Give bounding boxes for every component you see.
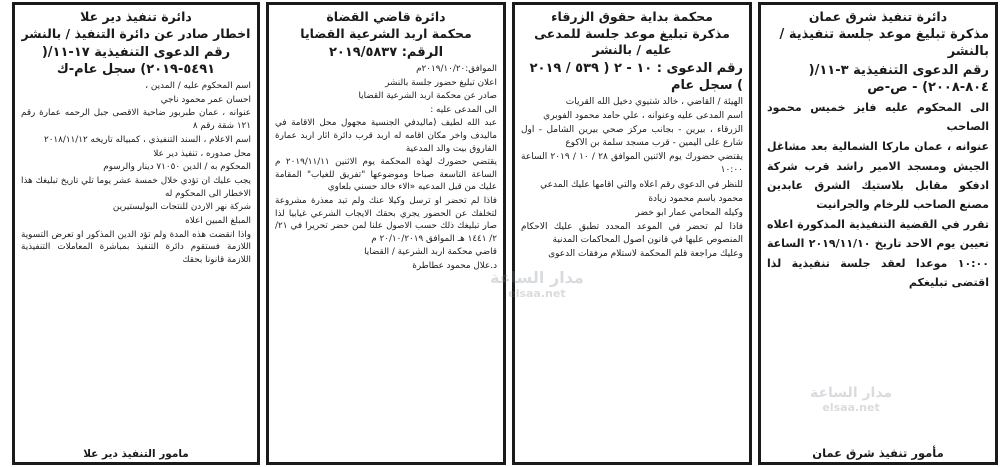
notice-paragraph: المحكوم به / الدين ٧١٠٥٠ دينار والرسوم [103, 162, 251, 173]
notice-paragraph: شركة نهر الاردن للنتجات البوليستيرين [112, 202, 251, 213]
notice-paragraph: الهيئة / القاضي ، خالد شتيوي دخيل الله القريات [565, 97, 743, 107]
notice-paragraph: د.علال محمود عطاطرة [412, 260, 497, 271]
watermark-text: مدار الساعة [810, 385, 893, 401]
notice-paragraph: احسان عمر محمود ناجي [160, 94, 251, 105]
case-number: رقم الدعوى التنفيذية ١٧-١١/( ٥٤٩١-٢٠١٩) سجل عام-ك [41, 45, 231, 77]
notice-deir-alla-execution [12, 2, 260, 465]
notice-paragraph: يقتضي حضورك لهذه المحكمة يوم الاثنين ٢٠١٩/١١/١١ م الساعة التاسعة صباحا وموضوعها "تفريق للغياب" المقامة عليك من قبل المدعيه «الاء خالد حسني بلعاوي [275, 157, 497, 193]
notice-zarqa-court [512, 2, 752, 465]
case-number: رقم الدعوى التنفيذية ٣-١١/( ٨٠٤-٢٠٠٨) - ص-ص [808, 63, 989, 95]
notice-irbid-sharia-court [266, 2, 506, 465]
notice-body [21, 80, 251, 268]
notice-paragraph: يقتضي حضورك يوم الاثنين الموافق ٢٨ / ١٠ / ٢٠١٩ الساعة ١٠:٠٠ [521, 152, 743, 176]
notice-paragraph: اعلان تبليغ حضور جلسة بالنشر [385, 77, 497, 88]
notice-paragraph: الى المدعى عليه : [430, 104, 497, 115]
watermark-text: مدار الساعة [490, 268, 584, 287]
notice-title: مذكرة تبليغ موعد جلسة للمدعى عليه / بالنشر [534, 26, 730, 57]
notice-paragraph: فاذا لم تحضر او ترسل وكيلا عنك ولم تبد معذرة مشروعة لتخلفك عن الحضور يجري بحقك الايجاب الشرعي غيابيا لذا صار تبليغك ذلك حسب الاصول علنا لمن حضر تحريرا في ٢١/ ٢/ ١٤٤١ هـ الموافق ٢٠/١٠/٢٠١٩ م [275, 195, 497, 244]
notice-title: مذكرة تبليغ موعد جلسة تنفيذية / بالنشر [779, 27, 989, 59]
notice-paragraph: اسم المحكوم عليه / المدين ، [145, 81, 251, 91]
case-number: رقم الدعوى : ١٠ - ٢ ( ٥٣٩ / ٢٠١٩ ) سجل عام [529, 61, 743, 93]
notice-title: اخطار صادر عن دائرة التنفيذ / بالنشر [21, 26, 251, 41]
notice-paragraph: عبد الله لطيف (ماليدفي الجنسية مجهول محل الاقامة في ماليدف واخر مكان اقامه له اربد قرب دائرة اثار اربد عمارة الفاروق بيت والد المدعية [275, 118, 497, 154]
notice-signer: مامور التنفيذ دير علا [83, 448, 189, 460]
notice-paragraph: وعليك مراجعة قلم المحكمة لاستلام مرفقات الدعوى [548, 249, 743, 260]
notice-paragraph: يجب عليك ان تؤدي خلال خمسة عشر يوما تلي تاريخ تبليغك هذا الاخطار الى المحكوم له [21, 175, 251, 199]
notice-paragraph: عنوانه ، عمان ماركا الشمالية بعد مشاغل الجيش ومسجد الامير راشد قرب شركة ادفكو مقابل بلاستيك الشرق عابدين مصنع الصاحب للرخام والجرانيت [767, 140, 989, 212]
notice-east-amman-execution [758, 2, 998, 465]
notice-paragraph: الموافق:٢٠١٩/١٠/٢٠م [416, 64, 497, 74]
notice-paragraph: الى المحكوم عليه فايز خميس محمود الصاحب [767, 101, 989, 134]
notice-title: محكمة اربد الشرعية القضايا [300, 26, 472, 41]
notice-paragraph: محمود باسم محمود زيادة [648, 193, 743, 204]
notice-paragraph: محل صدوره ، تنفيذ دير علا [153, 148, 251, 159]
notice-paragraph: المبلغ المبين اعلاه [185, 216, 251, 227]
notice-paragraph: واذا انقضت هذه المدة ولم تؤد الدين المذكور او تعرض التسوية اللازمة فستقوم دائرة التنفيذ بمباشرة المعاملات التنفيذية اللازمة قانونا بحقك [21, 229, 251, 266]
notice-paragraph: للنظر في الدعوى رقم اعلاه والتي اقامها عليك المدعي [540, 179, 743, 190]
notice-paragraph: قاضي محكمة اربد الشرعية / القضايا [364, 247, 497, 258]
notice-header: محكمة بداية حقوق الزرقاء [551, 9, 713, 24]
notice-paragraph: تقرر في القضية التنفيذية المذكورة اعلاه تعيين يوم الاحد تاريخ ٢٠١٩/١١/١٠ الساعة ١٠:٠٠ موعدا لعقد جلسة تنفيذية لذا اقتضى تبليغكم [767, 218, 989, 289]
notice-body [521, 96, 743, 262]
notice-signer: مأمور تنفيذ شرق عمان [812, 446, 944, 460]
notice-paragraph: صادر عن محكمة اربد الشرعية القضايا [358, 91, 497, 102]
notice-paragraph: اسم المدعى عليه وعنوانه ، علي حامد محمود الفوبري [543, 111, 743, 122]
notice-paragraph: عنوانه ، عمان طبربور ضاحية الاقصى جبل الرحمه عمارة رقم ١٢١ شقة رقم ٨ [21, 108, 251, 132]
notice-body [767, 98, 989, 293]
notice-paragraph: الزرقاء ، بيرين - بجانب مركز صحي بيرين الشامل - اول شارع على اليمين - قرب مسجد سلمة بن الاكوع [521, 125, 743, 149]
notice-body [275, 63, 497, 274]
notice-header: دائرة قاضي القضاة [326, 9, 446, 24]
notice-paragraph: اسم الاعلام ، السند التنفيذي ، كمبياله تاريخه ٢٠١٨/١١/١٢ [43, 134, 251, 145]
notice-paragraph: فاذا لم تحضر في الموعد المحدد تطبق عليك الاحكام المنصوص عليها في قانون اصول المحاكمات المدنية [521, 221, 743, 245]
case-number: الرقم: ٢٠١٩/٥٨٣٧ [328, 45, 444, 60]
watermark-url: elsaa.net [508, 287, 566, 300]
watermark-url: elsaa.net [822, 401, 880, 414]
notice-header: دائرة تنفيذ شرق عمان [808, 9, 948, 24]
notice-paragraph: وكيله المحامي عمار ابو خضر [635, 207, 743, 218]
notice-header: دائرة تنفيذ دير علا [80, 9, 192, 24]
